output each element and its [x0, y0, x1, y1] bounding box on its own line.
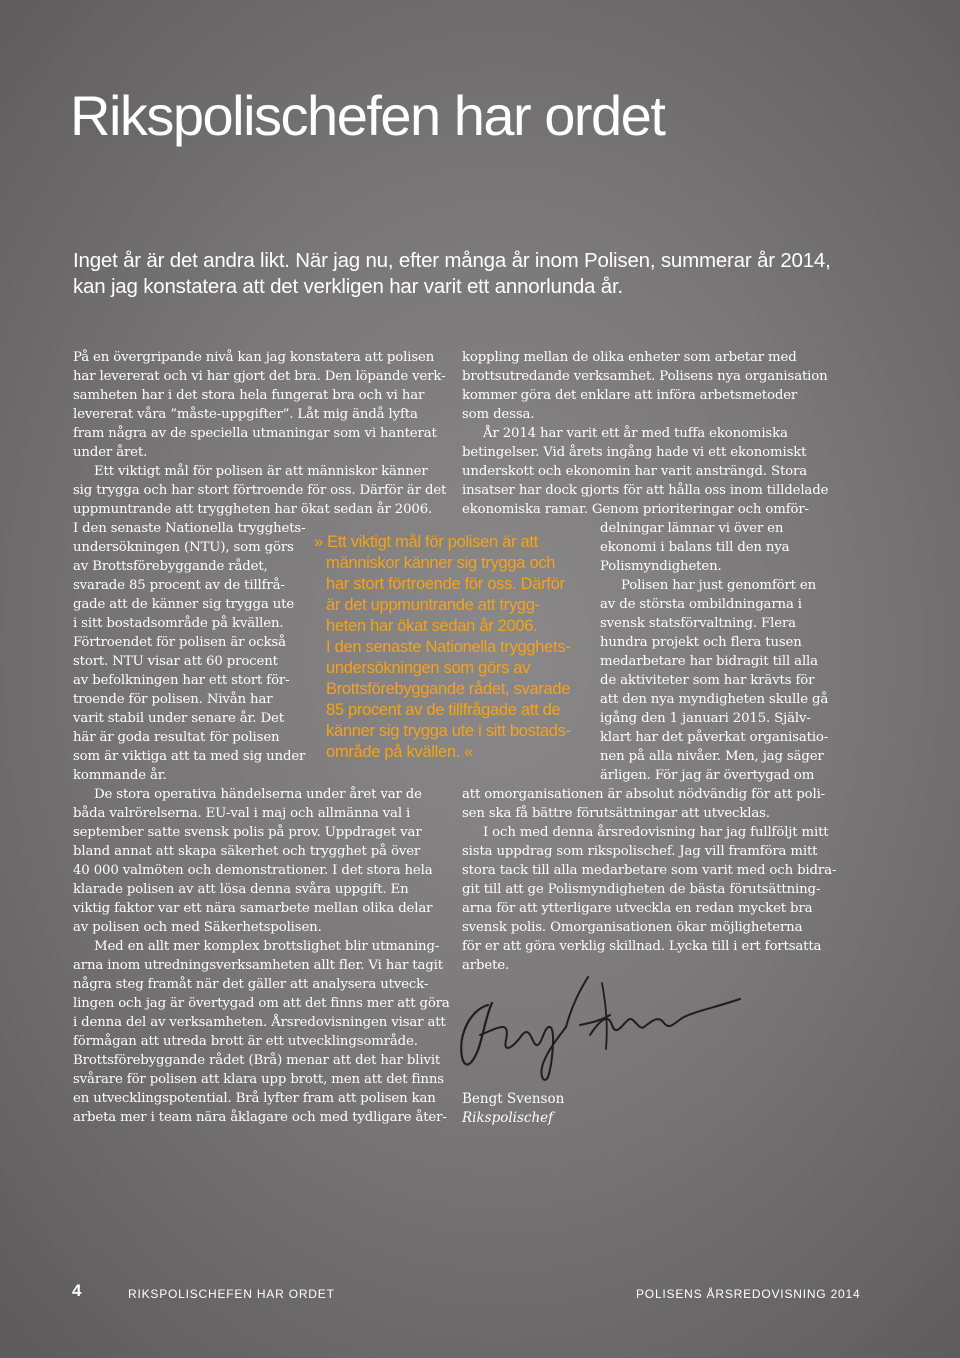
pull-quote-line: människor känner sig trygga och — [326, 554, 556, 572]
right-col-line: medarbetare har bidragit till alla — [600, 654, 818, 669]
left-col-line: På en övergripande nivå kan jag konstatera att polisen — [73, 350, 435, 365]
right-col-line: ärligen. För jag är övertygad om — [600, 768, 815, 783]
right-col-line: stora tack till alla medarbetare som varit med och bidra- — [462, 863, 837, 878]
left-col-line: bland annat att skapa säkerhet och trygghet på över — [73, 844, 421, 859]
left-col-line: under året. — [73, 445, 148, 460]
left-col-line: båda valrörelserna. EU-val i maj och allmänna val i — [73, 806, 411, 821]
left-col-line: undersökningen (NTU), som görs — [73, 540, 294, 555]
left-col-line: som är viktiga att ta med sig under — [73, 749, 306, 764]
right-col-line: arbete. — [462, 958, 510, 973]
page-number: 4 — [72, 1281, 82, 1300]
left-col-line: I den senaste Nationella trygghets- — [73, 521, 306, 536]
right-col-line: insatser har dock gjorts för att hålla oss inom tilldelade — [462, 483, 829, 498]
page-title: Rikspolischefen har ordet — [70, 84, 665, 147]
right-col-line: betingelser. Vid årets ingång hade vi ett ekonomiskt — [462, 445, 807, 460]
pull-quote-line: har stort förtroende för oss. Därför — [326, 575, 565, 593]
left-col-line: förmågan att utreda brott är ett utvecklingsområde. — [73, 1034, 418, 1049]
pull-quote-line: känner sig trygga ute i sitt bostads- — [326, 722, 571, 740]
left-col-line: fram några av de speciella utmaningar som vi hanterat — [73, 426, 437, 441]
right-col-line: git till att ge Polismyndigheten de bästa förutsättning- — [462, 882, 821, 897]
right-col-line: av de största ombildningarna i — [600, 597, 802, 612]
left-col-line: Ett viktigt mål för polisen är att människor känner — [94, 464, 428, 479]
right-col-line: ekonomi i balans till den nya — [600, 540, 790, 555]
left-col-line: stort. NTU visar att 60 procent — [73, 654, 278, 669]
pull-quote-line: heten har ökat sedan år 2006. — [326, 617, 538, 635]
right-col-line: ekonomiska ramar. Genom prioriteringar och omför- — [462, 502, 809, 517]
left-col-line: 40 000 valmöten och demonstrationer. I det stora hela — [73, 863, 433, 878]
right-col-line: att den nya myndigheten skulle gå — [600, 692, 829, 707]
left-col-line: De stora operativa händelserna under året var de — [94, 787, 422, 802]
right-col-line: I och med denna årsredovisning har jag fullföljt mitt — [483, 825, 829, 840]
left-col-line: lingen och jag är övertygad om att det finns mer att göra — [73, 996, 450, 1011]
signer-role: Rikspolischef — [462, 1110, 554, 1126]
left-col-line: i denna del av verksamheten. Årsredovisningen visar att — [73, 1015, 446, 1030]
pull-quote-line: Brottsförebyggande rådet, svarade — [326, 680, 571, 698]
left-col-line: några steg framåt när det gäller att analysera utveck- — [73, 977, 429, 992]
left-col-line: svårare för polisen att klara upp brott, men att det finns — [73, 1072, 444, 1087]
left-col-line: uppmuntrande att tryggheten har ökat sedan år 2006. — [73, 502, 433, 517]
left-col-line: här är goda resultat för polisen — [73, 730, 280, 745]
right-col-line: sista uppdrag som rikspolischef. Jag vill framföra mitt — [462, 844, 818, 859]
lead-paragraph: Inget år är det andra likt. När jag nu, efter många år inom Polisen, summerar år 2014, kan jag konstatera att det verkligen har varit ett annorlunda år. — [73, 249, 831, 298]
handwritten-signature — [440, 965, 760, 1085]
right-col-line: delningar lämnar vi över en — [600, 521, 784, 536]
left-col-line: Med en allt mer komplex brottslighet blir utmaning- — [94, 939, 440, 954]
right-col-line: koppling mellan de olika enheter som arbetar med — [462, 350, 797, 365]
right-col-line: svensk polis. Omorganisationen ökar möjligheterna — [462, 920, 803, 935]
left-col-line: arbeta mer i team nära åklagare och med tydligare åter- — [73, 1110, 447, 1125]
right-col-line: underskott och ekonomin har varit ansträngd. Stora — [462, 464, 807, 479]
left-col-line: Brottsförebyggande rådet (Brå) menar att det har blivit — [73, 1053, 441, 1068]
right-col-line: Polisen har just genomfört en — [621, 578, 817, 593]
left-col-line: levererat våra ”måste-uppgifter”. Låt mig ändå lyfta — [73, 407, 418, 422]
left-col-line: troende för polisen. Nivån har — [73, 692, 273, 707]
right-col-line: hundra projekt och flera tusen — [600, 635, 802, 650]
right-col-line: sen ska få bättre förutsättningar att utvecklas. — [462, 806, 770, 821]
right-col-line: Polismyndigheten. — [600, 559, 722, 574]
right-col-line: för er att göra verklig skillnad. Lycka till i ert fortsatta — [462, 939, 822, 954]
left-col-line: Förtroendet för polisen är också — [73, 635, 286, 650]
left-col-line: arna inom utredningsverksamheten allt fler. Vi har tagit — [73, 958, 443, 973]
right-col-line: som dessa. — [462, 407, 535, 422]
right-col-line: de aktiviteter som har krävts för — [600, 673, 815, 688]
left-col-line: svarade 85 procent av de tillfrå- — [73, 578, 285, 593]
right-col-line: arna för att ytterligare utveckla en redan mycket bra — [462, 901, 813, 916]
right-col-line: igång den 1 januari 2015. Själv- — [600, 711, 811, 726]
pull-quote-line: » Ett viktigt mål för polisen är att — [314, 533, 538, 551]
pull-quote-line: I den senaste Nationella trygghets- — [326, 638, 571, 656]
right-col-line: svensk statsförvaltning. Flera — [600, 616, 796, 631]
right-col-line: kommer göra det enklare att införa arbetsmetoder — [462, 388, 798, 403]
right-col-line: År 2014 har varit ett år med tuffa ekonomiska — [483, 426, 788, 441]
left-col-line: i sitt bostadsområde på kvällen. — [73, 616, 284, 631]
left-col-line: gade att de känner sig trygga ute — [73, 597, 295, 612]
left-col-line: varit stabil under senare år. Det — [73, 711, 284, 726]
pull-quote-line: är det uppmuntrande att trygg- — [326, 596, 540, 614]
left-col-line: av Brottsförebyggande rådet, — [73, 559, 268, 574]
left-col-line: kommande år. — [73, 768, 167, 783]
pull-quote-line: undersökningen som görs av — [326, 659, 531, 677]
left-col-line: viktig faktor var ett nära samarbete mellan olika delar — [73, 901, 433, 916]
left-col-line: av polisen och med Säkerhetspolisen. — [73, 920, 322, 935]
left-col-line: klarade polisen av att lösa denna svåra uppgift. En — [73, 882, 409, 897]
pull-quote-line: område på kvällen. « — [326, 743, 474, 761]
right-col-line: brottsutredande verksamhet. Polisens nya organisation — [462, 369, 828, 384]
footer-publication-title: POLISENS ÅRSREDOVISNING 2014 — [636, 1287, 861, 1301]
left-col-line: har levererat och vi har gjort det bra. Den löpande verk- — [73, 369, 446, 384]
footer-section-title: RIKSPOLISCHEFEN HAR ORDET — [128, 1287, 335, 1301]
left-col-line: en utvecklingspotential. Brå lyfter fram att polisen kan — [73, 1091, 436, 1106]
left-col-line: samheten har i det stora hela fungerat bra och vi har — [73, 388, 425, 403]
right-col-line: nen på alla nivåer. Men, jag säger — [600, 749, 824, 764]
right-col-line: klart har det påverkat organisatio- — [600, 730, 829, 745]
left-col-line: sig trygga och har stort förtroende för oss. Därför är det — [73, 483, 447, 498]
left-col-line: september satte svensk polis på prov. Uppdraget var — [73, 825, 422, 840]
left-col-line: av befolkningen har ett stort för- — [73, 673, 290, 688]
signer-name: Bengt Svenson — [462, 1091, 565, 1107]
pull-quote-line: 85 procent av de tillfrågade att de — [326, 701, 561, 719]
right-col-line: att omorganisationen är absolut nödvändig för att poli- — [462, 787, 826, 802]
